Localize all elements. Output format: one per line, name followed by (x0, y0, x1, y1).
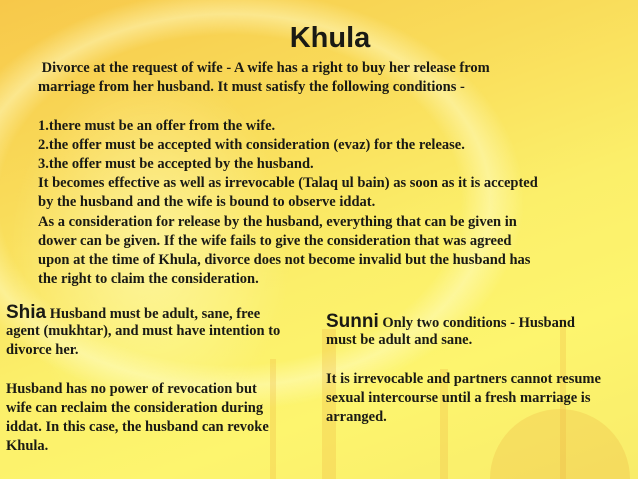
body-line: by the husband and the wife is bound to observe iddat. (38, 194, 376, 211)
shia-heading: Shia (6, 302, 47, 323)
shia-text: Husband has no power of revocation but (6, 380, 257, 397)
slide-title: Khula (289, 22, 371, 54)
shia-text: divorce her. (6, 342, 79, 359)
main-text (38, 59, 538, 289)
condition-3: 3.the offer must be accepted by the husband. (38, 155, 314, 172)
body-line: the right to claim the consideration. (38, 271, 259, 288)
shia-text: Khula. (6, 438, 49, 455)
shia-text: wife can reclaim the consideration during (6, 399, 264, 416)
condition-2: 2.the offer must be accepted with consideration (evaz) for the release. (38, 136, 465, 153)
condition-1: 1.there must be an offer from the wife. (38, 117, 276, 134)
shia-section (6, 303, 280, 457)
intro-line: Divorce at the request of wife - A wife has a right to buy her release from (38, 60, 490, 76)
intro-line: marriage from her husband. It must satisfy the following conditions - (38, 79, 465, 96)
sunni-text: arranged. (326, 408, 387, 425)
body-line: It becomes effective as well as irrevocable (Talaq ul bain) as soon as it is accepted (38, 175, 538, 192)
body-line: As a consideration for release by the husband, everything that can be given in (38, 213, 517, 230)
body-line: dower can be given. If the wife fails to give the consideration that was agreed (38, 232, 512, 249)
body-line: upon at the time of Khula, divorce does not become invalid but the husband has (38, 251, 531, 268)
shia-text: agent (mukhtar), and must have intention to (6, 323, 281, 340)
shia-text: iddat. In this case, the husband can revoke (6, 419, 269, 436)
sunni-heading: Sunni (326, 311, 379, 332)
sunni-text: Only two conditions - Husband (378, 315, 575, 331)
sunni-section (326, 312, 601, 427)
sunni-text: sexual intercourse until a fresh marriage is (326, 389, 591, 406)
sunni-text: It is irrevocable and partners cannot resume (326, 370, 601, 387)
shia-text: Husband must be adult, sane, free (46, 306, 261, 322)
sunni-text: must be adult and sane. (326, 332, 473, 349)
